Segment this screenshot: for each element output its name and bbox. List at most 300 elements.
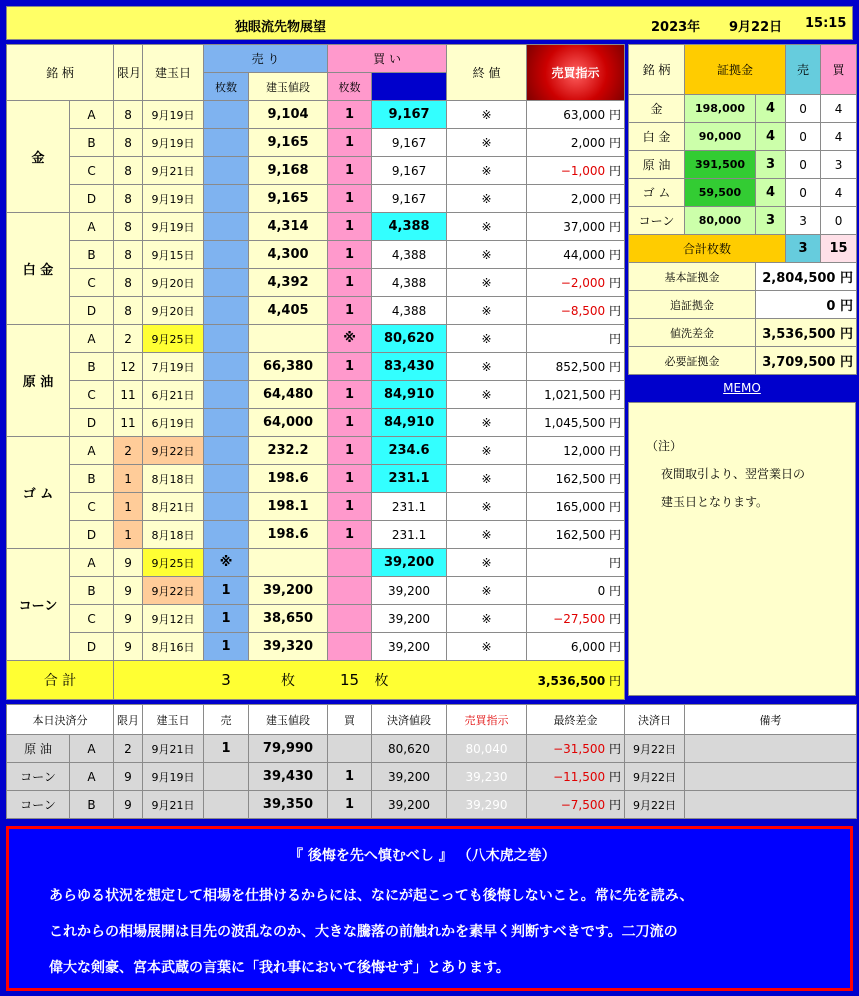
row-diff-value: 852,500 bbox=[555, 360, 606, 374]
settled-final bbox=[527, 763, 625, 791]
settled-settle-price: 39,200 bbox=[372, 763, 447, 791]
row-sell-qty bbox=[204, 381, 249, 409]
row-diff bbox=[527, 101, 625, 129]
row-date: 9月12日 bbox=[143, 605, 204, 633]
row-class: C bbox=[70, 269, 114, 297]
row-diff-value: 165,000 bbox=[555, 500, 606, 514]
row-diff bbox=[527, 297, 625, 325]
header-time: 15:15 bbox=[805, 16, 847, 31]
row-month: 9 bbox=[114, 549, 143, 577]
row-month: 1 bbox=[114, 465, 143, 493]
row-class: B bbox=[70, 241, 114, 269]
settled-date-closed: 9月22日 bbox=[625, 791, 685, 819]
row-month: 12 bbox=[114, 353, 143, 381]
row-sell-qty: ※ bbox=[204, 549, 249, 577]
row-close: 231.1 bbox=[372, 493, 447, 521]
row-sell-qty bbox=[204, 409, 249, 437]
settled-sell bbox=[204, 791, 249, 819]
margin-commodity: ゴ ム bbox=[629, 179, 685, 207]
row-diff bbox=[527, 493, 625, 521]
header-sell-price: 建玉値段 bbox=[249, 73, 328, 101]
commodity-label: 白 金 bbox=[7, 213, 70, 325]
settled-header-biko: 備考 bbox=[685, 705, 857, 735]
settled-header-tategyokubi: 建玉日 bbox=[143, 705, 204, 735]
row-buy-qty: 1 bbox=[328, 353, 372, 381]
row-diff-unit: 円 bbox=[609, 276, 622, 290]
settled-settle-price: 80,620 bbox=[372, 735, 447, 763]
row-diff-unit: 円 bbox=[609, 360, 622, 374]
settled-final-unit: 円 bbox=[608, 742, 621, 756]
header-buy-qty: 枚数 bbox=[328, 73, 372, 101]
row-price: 198.1 bbox=[249, 493, 328, 521]
row-class: A bbox=[70, 213, 114, 241]
row-signal: ※ bbox=[447, 241, 527, 269]
row-date: 9月19日 bbox=[143, 185, 204, 213]
row-signal: ※ bbox=[447, 381, 527, 409]
row-diff-unit: 円 bbox=[609, 612, 622, 626]
row-date: 6月21日 bbox=[143, 381, 204, 409]
row-price: 66,380 bbox=[249, 353, 328, 381]
row-close: 84,910 bbox=[372, 381, 447, 409]
settled-signal: 39,230 bbox=[447, 763, 527, 791]
settled-price: 39,350 bbox=[249, 791, 328, 819]
margin-total-buy: 15 bbox=[821, 235, 857, 263]
row-date: 9月19日 bbox=[143, 213, 204, 241]
row-class: D bbox=[70, 521, 114, 549]
quote-line: 偉大な剣豪、宮本武蔵の言葉に「我れ事において後悔せず」とあります。 bbox=[49, 960, 510, 976]
row-close: 84,910 bbox=[372, 409, 447, 437]
total-label: 合 計 bbox=[7, 661, 114, 700]
row-buy-qty: 1 bbox=[328, 241, 372, 269]
settled-date: 9月21日 bbox=[143, 791, 204, 819]
app-title: 独眼流先物展望 bbox=[235, 20, 327, 35]
summary-unit: 円 bbox=[840, 271, 854, 286]
margin-amount: 59,500 bbox=[685, 179, 756, 207]
row-buy-qty bbox=[328, 605, 372, 633]
row-class: A bbox=[70, 101, 114, 129]
settled-note bbox=[685, 763, 857, 791]
row-date: 8月18日 bbox=[143, 521, 204, 549]
row-date: 8月18日 bbox=[143, 465, 204, 493]
row-signal: ※ bbox=[447, 185, 527, 213]
margin-header-shokokin: 証拠金 bbox=[685, 45, 786, 95]
row-diff-value: 37,000 bbox=[563, 220, 606, 234]
row-class: A bbox=[70, 325, 114, 353]
row-signal: ※ bbox=[447, 605, 527, 633]
row-class: C bbox=[70, 381, 114, 409]
settled-note bbox=[685, 735, 857, 763]
header-kai: 買 い bbox=[328, 45, 447, 73]
row-price: 9,165 bbox=[249, 185, 328, 213]
row-signal: ※ bbox=[447, 325, 527, 353]
row-sell-qty bbox=[204, 269, 249, 297]
settled-class: B bbox=[70, 791, 114, 819]
memo-line: 夜間取引より、翌営業日の bbox=[661, 467, 806, 481]
margin-amount: 90,000 bbox=[685, 123, 756, 151]
row-buy-qty: 1 bbox=[328, 437, 372, 465]
row-price bbox=[249, 325, 328, 353]
row-price: 39,320 bbox=[249, 633, 328, 661]
row-buy-qty: 1 bbox=[328, 213, 372, 241]
settled-final-value: −11,500 bbox=[553, 770, 606, 784]
row-month: 8 bbox=[114, 241, 143, 269]
row-diff bbox=[527, 409, 625, 437]
row-buy-qty: 1 bbox=[328, 521, 372, 549]
total-sell-unit: 枚 bbox=[249, 661, 328, 700]
row-close: 39,200 bbox=[372, 577, 447, 605]
row-month: 8 bbox=[114, 269, 143, 297]
row-class: C bbox=[70, 493, 114, 521]
margin-header-kai: 買 bbox=[821, 45, 857, 95]
row-class: B bbox=[70, 577, 114, 605]
row-price: 232.2 bbox=[249, 437, 328, 465]
row-signal: ※ bbox=[447, 213, 527, 241]
row-date: 7月19日 bbox=[143, 353, 204, 381]
row-close: 4,388 bbox=[372, 241, 447, 269]
header-date: 9月22日 bbox=[729, 20, 783, 35]
summary-value bbox=[756, 319, 857, 347]
row-diff bbox=[527, 549, 625, 577]
commodity-label: 金 bbox=[7, 101, 70, 213]
row-month: 11 bbox=[114, 381, 143, 409]
margin-header-meigara: 銘 柄 bbox=[629, 45, 685, 95]
row-diff-value: 162,500 bbox=[555, 528, 606, 542]
settled-header-signal: 売買指示 bbox=[447, 705, 527, 735]
margin-table bbox=[628, 44, 857, 375]
row-diff bbox=[527, 605, 625, 633]
row-class: D bbox=[70, 185, 114, 213]
row-diff-value: 2,000 bbox=[570, 136, 606, 150]
row-month: 8 bbox=[114, 297, 143, 325]
settled-header-final: 最終差金 bbox=[527, 705, 625, 735]
row-signal: ※ bbox=[447, 297, 527, 325]
settled-date: 9月21日 bbox=[143, 735, 204, 763]
row-diff-value: 2,000 bbox=[570, 192, 606, 206]
row-diff bbox=[527, 577, 625, 605]
quote-line: あらゆる状況を想定して相場を仕掛けるからには、なにが起こっても後悔しないこと。常に先を読み、 bbox=[49, 888, 694, 904]
settled-date-closed: 9月22日 bbox=[625, 763, 685, 791]
summary-value bbox=[756, 347, 857, 375]
row-diff bbox=[527, 129, 625, 157]
row-close: 9,167 bbox=[372, 101, 447, 129]
row-price: 198.6 bbox=[249, 521, 328, 549]
row-signal: ※ bbox=[447, 157, 527, 185]
row-date: 9月20日 bbox=[143, 269, 204, 297]
row-price: 9,168 bbox=[249, 157, 328, 185]
row-close: 39,200 bbox=[372, 633, 447, 661]
margin-buy: 4 bbox=[821, 95, 857, 123]
positions-table bbox=[6, 44, 625, 700]
commodity-label: コーン bbox=[7, 549, 70, 661]
row-close: 9,167 bbox=[372, 185, 447, 213]
quote-line: これからの相場展開は目先の波乱なのか、大きな騰落の前触れかを素早く判断すべきです。二刀流の bbox=[49, 924, 678, 940]
row-diff-unit: 円 bbox=[609, 416, 622, 430]
row-diff-unit: 円 bbox=[609, 388, 622, 402]
row-price: 9,165 bbox=[249, 129, 328, 157]
row-diff-unit: 円 bbox=[609, 444, 622, 458]
settled-header-settle: 決済値段 bbox=[372, 705, 447, 735]
row-buy-qty: 1 bbox=[328, 129, 372, 157]
settled-settle-price: 39,200 bbox=[372, 791, 447, 819]
row-class: B bbox=[70, 353, 114, 381]
row-diff bbox=[527, 465, 625, 493]
settled-sell bbox=[204, 763, 249, 791]
row-month: 9 bbox=[114, 633, 143, 661]
margin-lots: 3 bbox=[756, 151, 786, 179]
settled-note bbox=[685, 791, 857, 819]
header-sell-qty: 枚数 bbox=[204, 73, 249, 101]
row-date: 9月15日 bbox=[143, 241, 204, 269]
row-month: 2 bbox=[114, 325, 143, 353]
settled-header-price: 建玉値段 bbox=[249, 705, 328, 735]
row-diff-value: 6,000 bbox=[570, 640, 606, 654]
row-diff bbox=[527, 269, 625, 297]
row-close: 9,167 bbox=[372, 129, 447, 157]
row-close: 4,388 bbox=[372, 213, 447, 241]
settled-header-kai: 買 bbox=[328, 705, 372, 735]
row-diff-value: 12,000 bbox=[563, 444, 606, 458]
row-price: 39,200 bbox=[249, 577, 328, 605]
summary-label: 必要証拠金 bbox=[629, 347, 756, 375]
row-date: 8月16日 bbox=[143, 633, 204, 661]
margin-commodity: 金 bbox=[629, 95, 685, 123]
row-diff bbox=[527, 213, 625, 241]
row-date: 8月21日 bbox=[143, 493, 204, 521]
row-diff-unit: 円 bbox=[609, 640, 622, 654]
row-month: 9 bbox=[114, 577, 143, 605]
margin-total-label: 合計枚数 bbox=[629, 235, 786, 263]
summary-unit: 円 bbox=[840, 327, 854, 342]
row-diff bbox=[527, 381, 625, 409]
row-sell-qty bbox=[204, 101, 249, 129]
row-sell-qty bbox=[204, 325, 249, 353]
row-buy-qty: 1 bbox=[328, 297, 372, 325]
row-buy-qty: 1 bbox=[328, 381, 372, 409]
summary-unit: 円 bbox=[840, 299, 854, 314]
margin-total-sell: 3 bbox=[786, 235, 821, 263]
margin-sell: 0 bbox=[786, 95, 821, 123]
row-diff-value: 63,000 bbox=[563, 108, 606, 122]
settled-date-closed: 9月22日 bbox=[625, 735, 685, 763]
row-month: 8 bbox=[114, 101, 143, 129]
quote-title: 『 後悔を先へ慎むべし 』 （八木虎之巻） bbox=[289, 848, 556, 864]
row-close: 4,388 bbox=[372, 269, 447, 297]
row-month: 9 bbox=[114, 605, 143, 633]
row-price bbox=[249, 549, 328, 577]
settled-commodity: コーン bbox=[7, 763, 70, 791]
row-date: 9月22日 bbox=[143, 577, 204, 605]
row-class: D bbox=[70, 633, 114, 661]
settled-commodity: 原 油 bbox=[7, 735, 70, 763]
margin-commodity: 原 油 bbox=[629, 151, 685, 179]
settled-class: A bbox=[70, 735, 114, 763]
settled-price: 39,430 bbox=[249, 763, 328, 791]
header-gengetsu: 限月 bbox=[114, 45, 143, 101]
memo-box bbox=[628, 402, 856, 696]
row-signal: ※ bbox=[447, 493, 527, 521]
row-sell-qty bbox=[204, 465, 249, 493]
row-class: A bbox=[70, 549, 114, 577]
row-close: 4,388 bbox=[372, 297, 447, 325]
row-price: 4,405 bbox=[249, 297, 328, 325]
row-sell-qty bbox=[204, 129, 249, 157]
row-diff-unit: 円 bbox=[609, 220, 622, 234]
settled-final-value: −7,500 bbox=[560, 798, 606, 812]
row-diff bbox=[527, 633, 625, 661]
row-diff-unit: 円 bbox=[609, 500, 622, 514]
settled-table bbox=[6, 704, 857, 819]
row-diff-value: −27,500 bbox=[553, 612, 606, 626]
settled-month: 2 bbox=[114, 735, 143, 763]
row-price: 4,300 bbox=[249, 241, 328, 269]
row-diff-value: 1,045,500 bbox=[544, 416, 606, 430]
margin-amount: 80,000 bbox=[685, 207, 756, 235]
row-signal: ※ bbox=[447, 409, 527, 437]
row-diff-value: 162,500 bbox=[555, 472, 606, 486]
signal-button[interactable]: 売買指示 bbox=[527, 45, 625, 101]
row-class: D bbox=[70, 409, 114, 437]
header-year: 2023年 bbox=[651, 20, 701, 35]
row-diff-unit: 円 bbox=[609, 136, 622, 150]
row-class: C bbox=[70, 157, 114, 185]
row-diff-unit: 円 bbox=[609, 556, 622, 570]
row-class: B bbox=[70, 129, 114, 157]
row-month: 2 bbox=[114, 437, 143, 465]
row-diff bbox=[527, 521, 625, 549]
total-diff: 3,536,500 円 bbox=[447, 661, 625, 700]
row-date: 9月22日 bbox=[143, 437, 204, 465]
settled-header-kessaibi: 決済日 bbox=[625, 705, 685, 735]
row-close: 80,620 bbox=[372, 325, 447, 353]
row-buy-qty: 1 bbox=[328, 101, 372, 129]
row-sell-qty bbox=[204, 437, 249, 465]
settled-final-unit: 円 bbox=[608, 798, 621, 812]
row-buy-qty bbox=[328, 633, 372, 661]
row-price: 4,314 bbox=[249, 213, 328, 241]
row-signal: ※ bbox=[447, 633, 527, 661]
row-month: 1 bbox=[114, 521, 143, 549]
margin-buy: 4 bbox=[821, 179, 857, 207]
row-sell-qty: 1 bbox=[204, 577, 249, 605]
settled-final-value: −31,500 bbox=[553, 742, 606, 756]
row-diff-value: 1,021,500 bbox=[544, 388, 606, 402]
row-diff bbox=[527, 325, 625, 353]
row-signal: ※ bbox=[447, 465, 527, 493]
margin-sell: 0 bbox=[786, 123, 821, 151]
margin-lots: 4 bbox=[756, 95, 786, 123]
settled-buy: 1 bbox=[328, 791, 372, 819]
memo-header bbox=[628, 376, 856, 400]
memo-link[interactable]: MEMO bbox=[723, 381, 761, 395]
row-month: 8 bbox=[114, 213, 143, 241]
row-buy-qty bbox=[328, 549, 372, 577]
row-buy-qty: 1 bbox=[328, 185, 372, 213]
settled-final bbox=[527, 735, 625, 763]
margin-lots: 3 bbox=[756, 207, 786, 235]
settled-month: 9 bbox=[114, 763, 143, 791]
row-month: 8 bbox=[114, 129, 143, 157]
total-buy: 15 bbox=[328, 661, 372, 700]
row-close: 39,200 bbox=[372, 605, 447, 633]
row-sell-qty bbox=[204, 213, 249, 241]
row-diff bbox=[527, 353, 625, 381]
settled-date: 9月19日 bbox=[143, 763, 204, 791]
row-buy-qty: 1 bbox=[328, 493, 372, 521]
row-month: 11 bbox=[114, 409, 143, 437]
summary-label: 基本証拠金 bbox=[629, 263, 756, 291]
row-signal: ※ bbox=[447, 549, 527, 577]
row-sell-qty bbox=[204, 353, 249, 381]
row-price: 64,000 bbox=[249, 409, 328, 437]
margin-buy: 4 bbox=[821, 123, 857, 151]
row-diff-value: 44,000 bbox=[563, 248, 606, 262]
row-diff-value: 0 bbox=[597, 584, 606, 598]
row-sell-qty bbox=[204, 241, 249, 269]
commodity-label: ゴ ム bbox=[7, 437, 70, 549]
summary-amount: 0 bbox=[826, 299, 836, 314]
margin-header-uri: 売 bbox=[786, 45, 821, 95]
settled-final bbox=[527, 791, 625, 819]
row-date: 9月20日 bbox=[143, 297, 204, 325]
title-bar bbox=[6, 6, 853, 40]
summary-amount: 2,804,500 bbox=[762, 271, 836, 286]
row-diff bbox=[527, 185, 625, 213]
row-signal: ※ bbox=[447, 577, 527, 605]
summary-label: 追証拠金 bbox=[629, 291, 756, 319]
settled-buy: 1 bbox=[328, 763, 372, 791]
row-diff-unit: 円 bbox=[609, 332, 622, 346]
row-date: 9月19日 bbox=[143, 129, 204, 157]
settled-buy bbox=[328, 735, 372, 763]
row-buy-qty: 1 bbox=[328, 157, 372, 185]
row-diff-unit: 円 bbox=[609, 584, 622, 598]
row-price: 9,104 bbox=[249, 101, 328, 129]
row-signal: ※ bbox=[447, 521, 527, 549]
row-sell-qty bbox=[204, 493, 249, 521]
row-diff-unit: 円 bbox=[609, 528, 622, 542]
summary-unit: 円 bbox=[840, 355, 854, 370]
row-signal: ※ bbox=[447, 437, 527, 465]
row-sell-qty: 1 bbox=[204, 633, 249, 661]
row-price: 64,480 bbox=[249, 381, 328, 409]
row-diff bbox=[527, 157, 625, 185]
memo-line: 建玉日となります。 bbox=[661, 495, 769, 509]
header-meigara: 銘 柄 bbox=[7, 45, 114, 101]
row-close: 231.1 bbox=[372, 521, 447, 549]
quote-box bbox=[6, 826, 853, 991]
margin-commodity: コーン bbox=[629, 207, 685, 235]
row-diff-unit: 円 bbox=[609, 192, 622, 206]
row-buy-qty: 1 bbox=[328, 465, 372, 493]
row-date: 9月21日 bbox=[143, 157, 204, 185]
summary-value bbox=[756, 263, 857, 291]
settled-final-unit: 円 bbox=[608, 770, 621, 784]
row-close: 234.6 bbox=[372, 437, 447, 465]
settled-header-gengetsu: 限月 bbox=[114, 705, 143, 735]
row-signal: ※ bbox=[447, 129, 527, 157]
row-diff-unit: 円 bbox=[609, 472, 622, 486]
row-diff bbox=[527, 241, 625, 269]
row-class: C bbox=[70, 605, 114, 633]
margin-lots: 4 bbox=[756, 123, 786, 151]
summary-value bbox=[756, 291, 857, 319]
margin-amount: 198,000 bbox=[685, 95, 756, 123]
margin-commodity: 白 金 bbox=[629, 123, 685, 151]
row-date: 9月25日 bbox=[143, 325, 204, 353]
row-diff-value: −1,000 bbox=[560, 164, 606, 178]
row-price: 4,392 bbox=[249, 269, 328, 297]
total-sell: 3 bbox=[204, 661, 249, 700]
